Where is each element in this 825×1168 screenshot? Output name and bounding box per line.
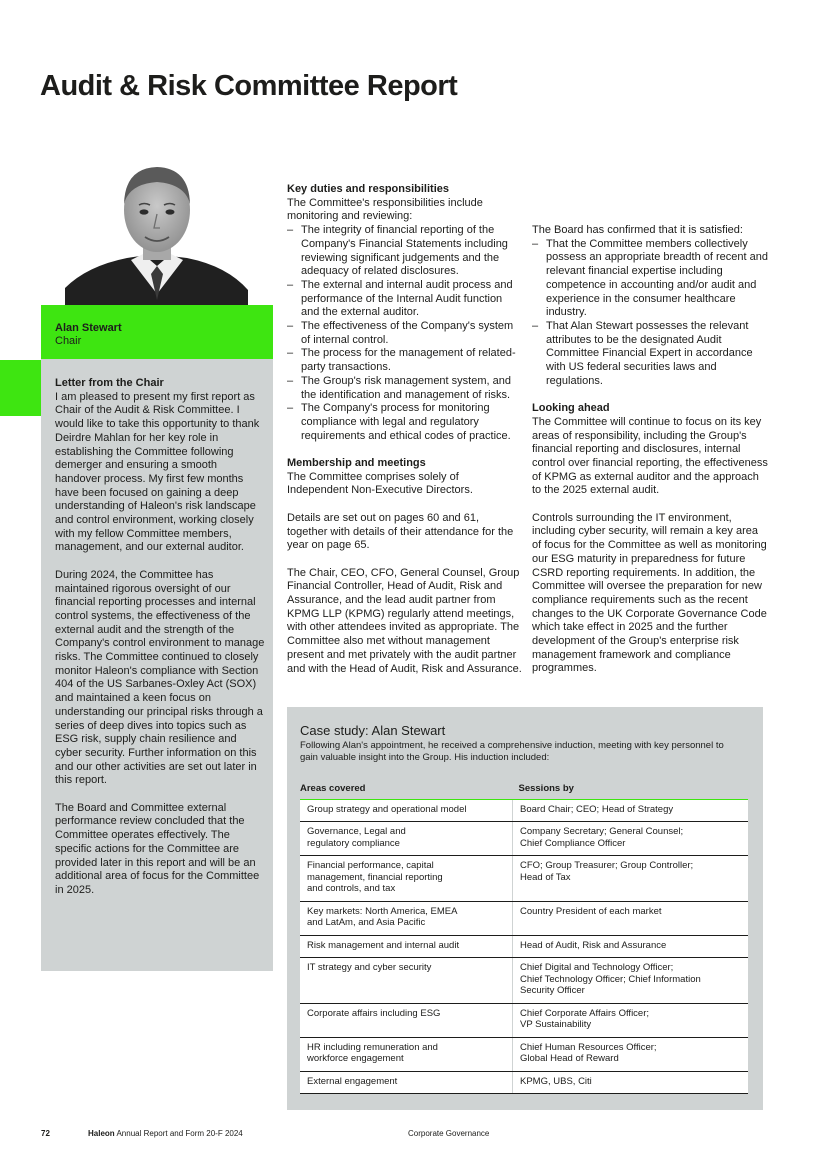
sessions-cell: Head of Audit, Risk and Assurance xyxy=(513,935,749,958)
letter-heading: Letter from the Chair xyxy=(55,377,164,389)
chair-role: Chair xyxy=(55,335,82,347)
sessions-cell: Board Chair; CEO; Head of Strategy xyxy=(513,799,749,822)
area-cell: Key markets: North America, EMEA and LatAm, and Asia Pacific xyxy=(300,901,513,935)
area-cell: Risk management and internal audit xyxy=(300,935,513,958)
table-row xyxy=(300,822,748,856)
area-cell: Group strategy and operational model xyxy=(300,799,513,822)
duties-intro: The Committee's responsibilities include monitoring and reviewing: xyxy=(287,196,483,223)
chair-caption xyxy=(55,322,122,348)
area-cell: IT strategy and cyber security xyxy=(300,958,513,1004)
page-title: Audit & Risk Committee Report xyxy=(40,70,458,102)
table-row xyxy=(300,901,748,935)
column-header-sessions: Sessions by xyxy=(513,780,749,799)
board-list-item: – That Alan Stewart possesses the relevant attributes to be the designated Audit Committee Financial Expert in accordance with US federal securities laws and regulations. xyxy=(532,320,770,389)
membership-heading: Membership and meetings xyxy=(287,457,426,470)
sessions-cell: Chief Corporate Affairs Officer; VP Sustainability xyxy=(513,1003,749,1037)
letter-paragraph: I am pleased to present my first report as Chair of the Audit & Risk Committee. I would like to take this opportunity to thank Deirdre Mahlan for her key role in establishing the Committee following demerger and ensuring a smooth handover process. My first few months have been focused on gaining a deep understanding of Haleon's risk landscape and control environment, working closely with my fellow Committee members, management, and our external auditor. xyxy=(55,390,260,554)
table-row xyxy=(300,935,748,958)
ahead-heading: Looking ahead xyxy=(532,402,610,415)
ahead-paragraph: The Committee will continue to focus on its key areas of responsibility, including the Group's financial reporting and disclosures, internal control over financial reporting, the effectiveness of KPMG as external auditor and the approach to the 2025 external audit. xyxy=(532,415,768,497)
membership-paragraph: The Chair, CEO, CFO, General Counsel, Group Financial Controller, Head of Audit, Risk and Assurance, and the lead audit partner from KPMG LLP (KPMG) regularly attend meetings, with other attendees invited as appropriate. The Committee also met without management present and met privately with the audit partner and with the Head of Audit, Risk and Assurance. xyxy=(287,566,522,675)
membership-paragraph: Details are set out on pages 60 and 61, together with details of their attendance for the year on page 65. xyxy=(287,511,514,552)
sessions-cell: KPMG, UBS, Citi xyxy=(513,1071,749,1094)
footer-report: Annual Report and Form 20-F 2024 xyxy=(116,1129,243,1138)
case-study-title: Case study: Alan Stewart xyxy=(300,723,446,738)
column-spacer xyxy=(532,183,770,224)
letter-from-chair xyxy=(55,377,265,911)
letter-paragraph: The Board and Committee external performance review concluded that the Committee operates effectively. The specific actions for the Committee are provided later in this report and will be an additional area of focus for the Committee in 2025. xyxy=(55,801,260,896)
table-row xyxy=(300,1003,748,1037)
sessions-cell: Chief Human Resources Officer; Global Head of Reward xyxy=(513,1037,749,1071)
area-cell: Corporate affairs including ESG xyxy=(300,1003,513,1037)
table-row xyxy=(300,1037,748,1071)
duties-list-item: – The effectiveness of the Company's system of internal control. xyxy=(287,320,522,347)
footer-report-title xyxy=(88,1129,243,1139)
area-cell: External engagement xyxy=(300,1071,513,1094)
sessions-cell: Company Secretary; General Counsel; Chief Compliance Officer xyxy=(513,822,749,856)
sessions-cell: Chief Digital and Technology Officer; Chief Technology Officer; Chief Information Security Officer xyxy=(513,958,749,1004)
column-board-ahead xyxy=(532,183,770,690)
sessions-cell: Country President of each market xyxy=(513,901,749,935)
sessions-cell: CFO; Group Treasurer; Group Controller; Head of Tax xyxy=(513,856,749,902)
duties-heading: Key duties and responsibilities xyxy=(287,183,449,195)
duties-list-item: – The Company's process for monitoring compliance with legal and regulatory requirements and ethical codes of practice. xyxy=(287,402,522,443)
duties-list-item: – The integrity of financial reporting of the Company's Financial Statements including reviewing significant judgements and the adequacy of related disclosures. xyxy=(287,224,522,279)
duties-list-item: – The Group's risk management system, and the identification and management of risks. xyxy=(287,375,522,402)
board-list xyxy=(532,238,770,389)
table-row xyxy=(300,799,748,822)
table-row xyxy=(300,1071,748,1094)
area-cell: HR including remuneration and workforce engagement xyxy=(300,1037,513,1071)
board-list-item: – That the Committee members collectively possess an appropriate breadth of recent and relevant financial expertise including competence in accounting and/or audit and experience in the consumer healthcare industry. xyxy=(532,238,770,320)
duties-list-item: – The process for the management of related-party transactions. xyxy=(287,347,522,374)
membership-paragraph: The Committee comprises solely of Independent Non-Executive Directors. xyxy=(287,470,473,497)
table-header-row xyxy=(300,780,748,799)
area-cell: Governance, Legal and regulatory compliance xyxy=(300,822,513,856)
footer-brand: Haleon xyxy=(88,1129,115,1138)
case-study-box xyxy=(287,707,763,1110)
letter-paragraph: During 2024, the Committee has maintained rigorous oversight of our financial reporting processes and internal control systems, the effectiveness of the external audit and the strength of the Company's control environment to manage risks. The Committee continued to closely monitor Haleon's compliance with Section 404 of the US Sarbanes-Oxley Act (SOX) and maintained a keen focus on understanding our principal risks through a series of deep dives into topics such as ESG risk, supply chain resilience and cyber security. Further information on this and our other activities are set out later in this report. xyxy=(55,568,265,787)
induction-table xyxy=(300,780,748,1094)
column-header-areas: Areas covered xyxy=(300,780,513,799)
case-study-intro: Following Alan's appointment, he received a comprehensive induction, meeting with key personnel to gain valuable insight into the Group. His induction included: xyxy=(300,740,724,763)
duties-list-item: – The external and internal audit process and performance of the Internal Audit function and the external auditor. xyxy=(287,279,522,320)
area-cell: Financial performance, capital management, financial reporting and controls, and tax xyxy=(300,856,513,902)
green-tab-marker xyxy=(0,360,42,416)
column-duties-membership xyxy=(287,183,522,690)
chair-name: Alan Stewart xyxy=(55,322,122,334)
ahead-paragraph: Controls surrounding the IT environment, including cyber security, will remain a key area of focus for the Committee as well as monitoring our ESG maturity in preparedness for future CSRD reporting requirements. In addition, the Committee will oversee the preparation for new compliance requirements such as the recent changes to the UK Corporate Governance Code which take effect in 2025 and the further development of the Group's enterprise risk management framework and compliance programmes. xyxy=(532,511,767,675)
board-intro: The Board has confirmed that it is satisfied: xyxy=(532,224,743,236)
table-row xyxy=(300,958,748,1004)
table-row xyxy=(300,856,748,902)
duties-list xyxy=(287,224,522,443)
footer-section: Corporate Governance xyxy=(408,1129,490,1138)
table-body xyxy=(300,799,748,1094)
chair-portrait xyxy=(65,162,248,306)
chair-portrait-image xyxy=(65,162,248,306)
page-number: 72 xyxy=(41,1129,50,1138)
